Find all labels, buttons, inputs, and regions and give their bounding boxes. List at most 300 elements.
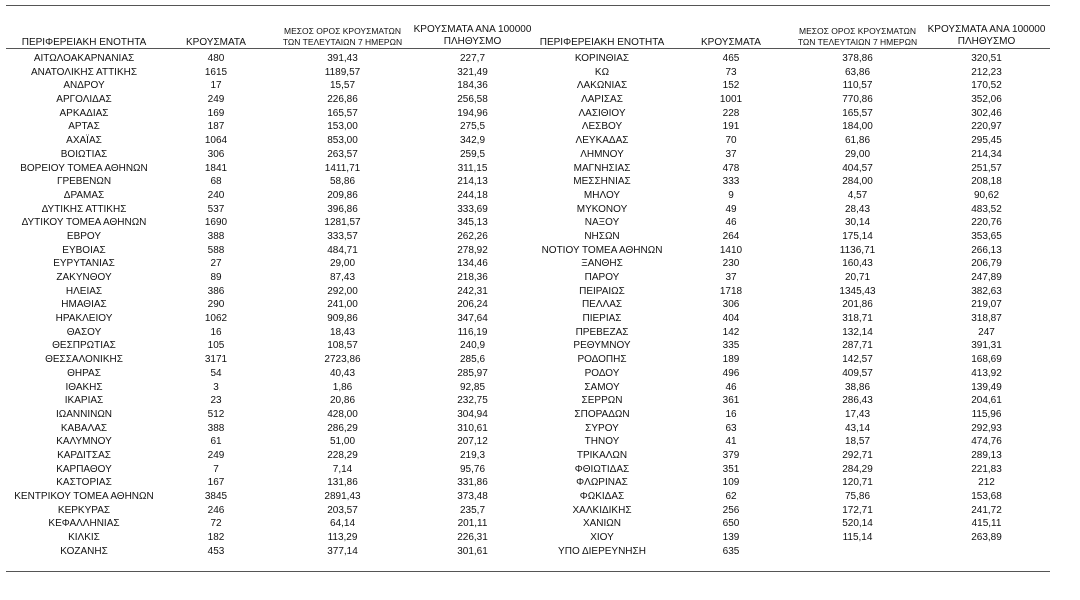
cell-cases-left: 3845 xyxy=(204,491,228,502)
cell-avg-left: 58,86 xyxy=(329,176,356,188)
cell-avg-right: 286,43 xyxy=(842,395,873,407)
cell-avg-right: 4,57 xyxy=(847,189,868,201)
cell-region-left: ΙΘΑΚΗΣ xyxy=(65,381,103,393)
cell-avg-right: 61,86 xyxy=(844,135,871,147)
cell-region-left: ΚΑΛΥΜΝΟΥ xyxy=(56,436,112,448)
table-bottom-rule xyxy=(6,571,1050,572)
cell-per100k-right: 289,13 xyxy=(971,449,1002,461)
cell-per100k-left: 345,13 xyxy=(457,217,488,229)
cell-region-left: ΖΑΚΥΝΘΟΥ xyxy=(56,272,112,283)
cell-avg-right: 160,43 xyxy=(842,258,873,270)
cell-per100k-right: 413,92 xyxy=(971,367,1002,379)
cell-avg-left: 18,43 xyxy=(329,326,356,338)
cell-avg-left: 1281,57 xyxy=(324,217,361,229)
cell-region-left: ΕΥΡΥΤΑΝΙΑΣ xyxy=(53,258,115,270)
cell-per100k-left: 285,97 xyxy=(457,367,488,379)
cell-cases-left: 3 xyxy=(213,381,219,393)
cell-per100k-right: 220,97 xyxy=(971,121,1002,133)
cell-per100k-right: 263,89 xyxy=(971,532,1002,544)
cell-cases-left: 1615 xyxy=(204,66,228,78)
cell-avg-left: 241,00 xyxy=(327,299,358,311)
table-row xyxy=(0,120,1080,134)
cell-avg-left: 1189,57 xyxy=(324,66,361,78)
cell-region-left: ΑΝΑΤΟΛΙΚΗΣ ΑΤΤΙΚΗΣ xyxy=(30,66,138,78)
cell-avg-left: 165,57 xyxy=(327,107,358,119)
cell-cases-right: 73 xyxy=(725,66,737,78)
cell-per100k-right: 241,72 xyxy=(971,504,1002,516)
cell-avg-right: 770,86 xyxy=(842,94,873,106)
cell-per100k-left: 201,11 xyxy=(457,518,488,530)
cell-avg-left: 226,86 xyxy=(327,94,358,106)
cell-cases-left: 1841 xyxy=(204,162,228,174)
cell-per100k-right: 352,06 xyxy=(971,94,1002,106)
cell-per100k-left: 333,69 xyxy=(457,203,488,215)
cell-cases-right: 46 xyxy=(725,381,737,393)
header-region-right: ΠΕΡΙΦΕΡΕΙΑΚΗ ΕΝΟΤΗΤΑ xyxy=(539,37,665,48)
cell-region-right: ΧΑΝΙΩΝ xyxy=(582,518,622,530)
cell-avg-right: 404,57 xyxy=(842,162,873,174)
table-row xyxy=(0,531,1080,545)
cell-avg-right: 63,86 xyxy=(844,66,871,78)
table-row xyxy=(0,367,1080,381)
cell-region-left: ΚΑΡΠΑΘΟΥ xyxy=(56,463,112,475)
cell-per100k-right: 474,76 xyxy=(971,436,1002,448)
cell-region-left: ΗΜΑΘΙΑΣ xyxy=(61,299,107,311)
cell-per100k-left: 373,48 xyxy=(457,491,488,502)
cell-avg-left: 1,86 xyxy=(332,381,353,393)
cell-per100k-left: 259,5 xyxy=(459,148,486,160)
table-row xyxy=(0,107,1080,121)
cell-cases-right: 16 xyxy=(725,408,737,420)
cell-cases-right: 478 xyxy=(722,162,740,174)
cell-avg-left: 108,57 xyxy=(327,340,358,352)
cell-avg-right: 292,71 xyxy=(842,449,873,461)
cell-region-left: ΚΑΡΔΙΤΣΑΣ xyxy=(57,449,111,461)
cell-region-right: ΠΙΕΡΙΑΣ xyxy=(582,313,622,325)
cell-avg-right: 409,57 xyxy=(842,367,873,379)
cell-region-right: ΦΩΚΙΔΑΣ xyxy=(579,491,625,502)
cell-avg-right: 184,00 xyxy=(842,121,873,133)
cell-region-left: ΚΙΛΚΙΣ xyxy=(68,532,100,544)
cell-region-left: ΚΟΖΑΝΗΣ xyxy=(60,545,108,557)
cell-per100k-left: 206,24 xyxy=(457,299,488,311)
cell-cases-right: 62 xyxy=(725,491,737,502)
cell-avg-right: 120,71 xyxy=(842,477,873,489)
cell-avg-right: 142,57 xyxy=(842,354,873,366)
cell-region-right: ΛΕΥΚΑΔΑΣ xyxy=(575,135,629,147)
cell-cases-right: 41 xyxy=(725,436,737,448)
cell-region-right: ΠΡΕΒΕΖΑΣ xyxy=(575,326,629,338)
header-per100k-right-line1: ΚΡΟΥΣΜΑΤΑ ΑΝΑ 100000 xyxy=(927,24,1046,35)
table-row xyxy=(0,189,1080,203)
cell-per100k-left: 347,64 xyxy=(457,313,488,325)
table-row xyxy=(0,326,1080,340)
cell-per100k-left: 256,58 xyxy=(457,94,488,106)
cell-avg-right: 132,14 xyxy=(842,326,873,338)
table-row xyxy=(0,230,1080,244)
cell-avg-left: 484,71 xyxy=(327,244,358,256)
cell-cases-right: 635 xyxy=(722,545,740,557)
cell-cases-left: 169 xyxy=(207,107,225,119)
table-row xyxy=(0,216,1080,230)
cell-region-right: ΧΙΟΥ xyxy=(590,532,614,544)
cell-per100k-left: 342,9 xyxy=(459,135,486,147)
cell-region-right: ΠΕΙΡΑΙΩΣ xyxy=(579,285,625,297)
cell-avg-left: 203,57 xyxy=(327,504,358,516)
cell-avg-left: 391,43 xyxy=(327,53,358,64)
cell-per100k-right: 318,87 xyxy=(971,313,1002,325)
cell-region-right: ΛΑΡΙΣΑΣ xyxy=(581,94,623,106)
cell-per100k-left: 242,31 xyxy=(457,285,488,297)
table-row xyxy=(0,79,1080,93)
cell-region-right: ΝΑΞΟΥ xyxy=(584,217,620,229)
cell-avg-left: 15,57 xyxy=(329,80,356,92)
cell-per100k-left: 275,5 xyxy=(459,121,486,133)
cell-avg-left: 1411,71 xyxy=(324,162,361,174)
cell-per100k-right: 153,68 xyxy=(971,491,1002,502)
table-row xyxy=(0,298,1080,312)
cell-per100k-left: 227,7 xyxy=(459,53,486,64)
cell-avg-left: 428,00 xyxy=(327,408,358,420)
cell-per100k-right: 221,83 xyxy=(971,463,1002,475)
cell-cases-left: 512 xyxy=(207,408,225,420)
cell-cases-left: 72 xyxy=(210,518,222,530)
cell-cases-right: 70 xyxy=(725,135,737,147)
cell-region-right: ΣΑΜΟΥ xyxy=(584,381,620,393)
cell-cases-right: 335 xyxy=(722,340,740,352)
table-row xyxy=(0,435,1080,449)
header-per100k-left-line1: ΚΡΟΥΣΜΑΤΑ ΑΝΑ 100000 xyxy=(413,24,532,35)
cell-region-left: ΗΛΕΙΑΣ xyxy=(65,285,103,297)
cell-region-right: ΤΡΙΚΑΛΩΝ xyxy=(576,449,628,461)
cell-region-left: ΙΩΑΝΝΙΝΩΝ xyxy=(55,408,113,420)
header-cases-left: ΚΡΟΥΣΜΑΤΑ xyxy=(186,37,246,48)
cell-cases-left: 537 xyxy=(207,203,225,215)
cell-avg-left: 51,00 xyxy=(329,436,356,448)
cell-per100k-right: 247,89 xyxy=(971,272,1002,283)
cell-region-right: ΛΑΚΩΝΙΑΣ xyxy=(576,80,628,92)
header-region-left: ΠΕΡΙΦΕΡΕΙΑΚΗ ΕΝΟΤΗΤΑ xyxy=(21,37,147,48)
cell-region-right: ΜΗΛΟΥ xyxy=(583,189,621,201)
cell-region-left: ΑΡΚΑΔΙΑΣ xyxy=(59,107,109,119)
cell-per100k-left: 184,36 xyxy=(457,80,488,92)
cell-cases-left: 27 xyxy=(210,258,222,270)
cell-avg-right: 28,43 xyxy=(844,203,871,215)
cell-cases-right: 351 xyxy=(722,463,740,475)
table-row xyxy=(0,175,1080,189)
cell-region-right: ΜΥΚΟΝΟΥ xyxy=(576,203,628,215)
cell-cases-left: 16 xyxy=(210,326,222,338)
table-row xyxy=(0,134,1080,148)
header-per100k-right-line2: ΠΛΗΘΥΣΜΟ xyxy=(957,36,1016,47)
cell-cases-left: 68 xyxy=(210,176,222,188)
cell-cases-left: 105 xyxy=(207,340,225,352)
cell-region-right: ΥΠΟ ΔΙΕΡΕΥΝΗΣΗ xyxy=(558,545,646,557)
cell-cases-right: 1410 xyxy=(719,244,743,256)
cell-region-right: ΤΗΝΟΥ xyxy=(584,436,620,448)
table-row xyxy=(0,93,1080,107)
cell-per100k-left: 240,9 xyxy=(459,340,486,352)
cell-cases-right: 189 xyxy=(722,354,740,366)
cell-avg-right: 43,14 xyxy=(844,422,871,434)
cell-cases-right: 306 xyxy=(722,299,740,311)
cell-per100k-left: 262,26 xyxy=(457,230,488,242)
table-row xyxy=(0,353,1080,367)
cell-per100k-right: 168,69 xyxy=(971,354,1002,366)
cell-region-right: ΣΥΡΟΥ xyxy=(585,422,619,434)
cell-avg-left: 396,86 xyxy=(327,203,358,215)
cell-avg-left: 20,86 xyxy=(329,395,356,407)
cell-avg-left: 87,43 xyxy=(329,272,356,283)
cell-cases-left: 23 xyxy=(210,395,222,407)
cell-per100k-left: 311,15 xyxy=(457,162,488,174)
header-avg-right-line1: ΜΕΣΟΣ ΟΡΟΣ ΚΡΟΥΣΜΑΤΩΝ xyxy=(799,26,916,36)
cell-per100k-right: 266,13 xyxy=(971,244,1002,256)
cell-cases-right: 139 xyxy=(722,532,740,544)
cell-cases-right: 1001 xyxy=(719,94,743,106)
cell-region-right: ΜΕΣΣΗΝΙΑΣ xyxy=(573,176,631,188)
table-row xyxy=(0,517,1080,531)
cell-per100k-left: 331,86 xyxy=(457,477,488,489)
cell-per100k-right: 320,51 xyxy=(971,53,1002,64)
cell-per100k-left: 301,61 xyxy=(457,545,488,557)
cell-cases-right: 37 xyxy=(725,148,737,160)
cell-region-right: ΠΑΡΟΥ xyxy=(584,272,620,283)
cell-avg-right: 520,14 xyxy=(842,518,873,530)
cell-avg-right: 75,86 xyxy=(844,491,871,502)
cell-region-left: ΑΡΓΟΛΙΔΑΣ xyxy=(56,94,112,106)
cell-region-right: ΛΑΣΙΘΙΟΥ xyxy=(578,107,626,119)
cell-per100k-left: 194,96 xyxy=(457,107,488,119)
cell-cases-left: 249 xyxy=(207,94,225,106)
table-row xyxy=(0,381,1080,395)
cell-cases-right: 379 xyxy=(722,449,740,461)
cell-per100k-left: 232,75 xyxy=(457,395,488,407)
cell-cases-right: 264 xyxy=(722,230,740,242)
cell-cases-left: 480 xyxy=(207,53,225,64)
cell-avg-left: 40,43 xyxy=(329,367,356,379)
cell-per100k-left: 235,7 xyxy=(459,504,486,516)
cell-avg-right: 287,71 xyxy=(842,340,873,352)
cell-avg-left: 113,29 xyxy=(327,532,358,544)
cell-region-right: ΝΟΤΙΟΥ ΤΟΜΕΑ ΑΘΗΝΩΝ xyxy=(541,244,663,256)
cell-region-left: ΚΑΣΤΟΡΙΑΣ xyxy=(56,477,112,489)
table-row xyxy=(0,463,1080,477)
cell-region-right: ΜΑΓΝΗΣΙΑΣ xyxy=(573,162,631,174)
table-row xyxy=(0,408,1080,422)
cell-avg-right: 175,14 xyxy=(842,230,873,242)
cell-avg-left: 377,14 xyxy=(327,545,358,557)
header-avg-left-line1: ΜΕΣΟΣ ΟΡΟΣ ΚΡΟΥΣΜΑΤΩΝ xyxy=(284,26,401,36)
cell-cases-right: 1718 xyxy=(719,285,743,297)
cell-region-left: ΓΡΕΒΕΝΩΝ xyxy=(56,176,112,188)
cell-cases-left: 386 xyxy=(207,285,225,297)
cell-per100k-left: 278,92 xyxy=(457,244,488,256)
cell-cases-right: 361 xyxy=(722,395,740,407)
header-per100k-left-line2: ΠΛΗΘΥΣΜΟ xyxy=(443,36,502,47)
cell-cases-right: 109 xyxy=(722,477,740,489)
cell-avg-left: 286,29 xyxy=(327,422,358,434)
table-row xyxy=(0,257,1080,271)
cell-region-left: ΔΥΤΙΚΗΣ ΑΤΤΙΚΗΣ xyxy=(41,203,127,215)
table-row xyxy=(0,339,1080,353)
cell-region-left: ΗΡΑΚΛΕΙΟΥ xyxy=(55,313,113,325)
cell-avg-right: 115,14 xyxy=(842,532,873,544)
cell-per100k-right: 483,52 xyxy=(971,203,1002,215)
cell-region-right: ΛΗΜΝΟΥ xyxy=(580,148,624,160)
cell-avg-left: 2891,43 xyxy=(324,491,361,502)
cell-per100k-right: 353,65 xyxy=(971,230,1002,242)
cell-avg-left: 209,86 xyxy=(327,189,358,201)
cell-region-right: ΚΩ xyxy=(594,66,610,78)
cell-avg-right: 284,00 xyxy=(842,176,873,188)
table-row xyxy=(0,312,1080,326)
cell-per100k-right: 220,76 xyxy=(971,217,1002,229)
cell-per100k-right: 212 xyxy=(978,477,995,489)
cell-avg-right: 172,71 xyxy=(842,504,873,516)
cell-avg-left: 131,86 xyxy=(327,477,358,489)
cell-region-left: ΑΧΑΪΑΣ xyxy=(66,135,102,147)
table-row xyxy=(0,394,1080,408)
table-row xyxy=(0,52,1080,66)
cell-per100k-right: 204,61 xyxy=(971,395,1002,407)
cell-cases-left: 182 xyxy=(207,532,225,544)
table-row xyxy=(0,66,1080,80)
table-top-rule xyxy=(6,5,1050,6)
cell-avg-right: 30,14 xyxy=(844,217,871,229)
cell-avg-right: 18,57 xyxy=(844,436,871,448)
cell-region-left: ΕΥΒΟΙΑΣ xyxy=(62,244,106,256)
cell-region-left: ΚΑΒΑΛΑΣ xyxy=(60,422,108,434)
header-bottom-rule xyxy=(6,48,1050,49)
cell-per100k-left: 285,6 xyxy=(459,354,486,366)
cell-region-right: ΡΟΔΟΠΗΣ xyxy=(577,354,627,366)
cell-per100k-left: 321,49 xyxy=(457,66,488,78)
cell-region-left: ΕΒΡΟΥ xyxy=(66,230,102,242)
cell-region-left: ΑΙΤΩΛΟΑΚΑΡΝΑΝΙΑΣ xyxy=(33,53,135,64)
cell-cases-left: 54 xyxy=(210,367,222,379)
cell-avg-left: 2723,86 xyxy=(324,354,361,366)
cell-per100k-right: 214,34 xyxy=(971,148,1002,160)
cell-region-left: ΘΕΣΣΑΛΟΝΙΚΗΣ xyxy=(45,354,123,366)
cell-avg-left: 333,57 xyxy=(327,230,358,242)
cell-region-left: ΔΡΑΜΑΣ xyxy=(63,189,105,201)
cell-cases-right: 142 xyxy=(722,326,740,338)
cell-region-left: ΘΑΣΟΥ xyxy=(66,326,102,338)
cell-region-left: ΒΟΡΕΙΟΥ ΤΟΜΕΑ ΑΘΗΝΩΝ xyxy=(20,162,148,174)
cell-per100k-left: 244,18 xyxy=(457,189,488,201)
cell-cases-right: 152 xyxy=(722,80,740,92)
cell-per100k-left: 219,3 xyxy=(459,449,486,461)
data-table-body xyxy=(0,52,1080,558)
cell-avg-right: 284,29 xyxy=(842,463,873,475)
cell-region-left: ΘΗΡΑΣ xyxy=(67,367,101,379)
cell-per100k-left: 310,61 xyxy=(457,422,488,434)
cell-per100k-left: 226,31 xyxy=(457,532,488,544)
cell-cases-left: 249 xyxy=(207,449,225,461)
cell-region-right: ΦΘΙΩΤΙΔΑΣ xyxy=(574,463,630,475)
cell-region-left: ΑΝΔΡΟΥ xyxy=(63,80,105,92)
cell-cases-right: 404 xyxy=(722,313,740,325)
cell-region-left: ΙΚΑΡΙΑΣ xyxy=(64,395,104,407)
cell-region-right: ΛΕΣΒΟΥ xyxy=(581,121,623,133)
cell-cases-left: 453 xyxy=(207,545,225,557)
cell-cases-left: 388 xyxy=(207,422,225,434)
table-row xyxy=(0,203,1080,217)
cell-region-right: ΣΠΟΡΑΔΩΝ xyxy=(574,408,630,420)
cell-cases-left: 388 xyxy=(207,230,225,242)
cell-per100k-right: 139,49 xyxy=(971,381,1002,393)
cell-cases-left: 240 xyxy=(207,189,225,201)
cell-cases-right: 37 xyxy=(725,272,737,283)
cell-avg-left: 7,14 xyxy=(332,463,353,475)
cell-per100k-right: 302,46 xyxy=(971,107,1002,119)
cell-cases-right: 49 xyxy=(725,203,737,215)
cell-per100k-right: 292,93 xyxy=(971,422,1002,434)
cell-per100k-left: 134,46 xyxy=(457,258,488,270)
cell-avg-right: 1136,71 xyxy=(839,244,876,256)
cell-region-right: ΞΑΝΘΗΣ xyxy=(581,258,623,270)
cell-avg-right: 378,86 xyxy=(842,53,873,64)
header-avg-left-line2: ΤΩΝ ΤΕΛΕΥΤΑΙΩΝ 7 ΗΜΕΡΩΝ xyxy=(282,37,403,47)
cell-region-left: ΔΥΤΙΚΟΥ ΤΟΜΕΑ ΑΘΗΝΩΝ xyxy=(21,217,147,229)
cell-per100k-right: 90,62 xyxy=(973,189,1000,201)
cell-cases-left: 290 xyxy=(207,299,225,311)
cell-region-right: ΝΗΣΩΝ xyxy=(584,230,620,242)
cell-cases-left: 187 xyxy=(207,121,225,133)
cell-per100k-left: 214,13 xyxy=(457,176,488,188)
cell-avg-left: 292,00 xyxy=(327,285,358,297)
table-row xyxy=(0,490,1080,504)
cell-avg-right: 165,57 xyxy=(842,107,873,119)
cell-region-right: ΡΟΔΟΥ xyxy=(584,367,620,379)
cell-region-left: ΑΡΤΑΣ xyxy=(68,121,100,133)
table-row xyxy=(0,244,1080,258)
cell-per100k-left: 92,85 xyxy=(459,381,486,393)
cell-avg-right: 1345,43 xyxy=(839,285,876,297)
table-row xyxy=(0,271,1080,285)
cell-per100k-right: 391,31 xyxy=(971,340,1002,352)
cell-cases-left: 61 xyxy=(210,436,222,448)
cell-cases-right: 228 xyxy=(722,107,740,119)
cell-region-left: ΚΕΦΑΛΛΗΝΙΑΣ xyxy=(48,518,120,530)
cell-avg-left: 228,29 xyxy=(327,449,358,461)
table-row xyxy=(0,545,1080,559)
cell-avg-left: 853,00 xyxy=(327,135,358,147)
cell-avg-left: 909,86 xyxy=(327,313,358,325)
cell-per100k-left: 95,76 xyxy=(459,463,486,475)
table-row xyxy=(0,422,1080,436)
cell-region-left: ΚΕΡΚΥΡΑΣ xyxy=(57,504,111,516)
table-row xyxy=(0,504,1080,518)
header-cases-right: ΚΡΟΥΣΜΑΤΑ xyxy=(701,37,761,48)
cell-avg-right: 29,00 xyxy=(844,148,871,160)
cell-per100k-left: 218,36 xyxy=(457,272,488,283)
cell-cases-left: 17 xyxy=(210,80,222,92)
cell-region-right: ΧΑΛΚΙΔΙΚΗΣ xyxy=(572,504,632,516)
cell-region-right: ΠΕΛΛΑΣ xyxy=(581,299,623,311)
cell-region-right: ΦΛΩΡΙΝΑΣ xyxy=(576,477,628,489)
cell-per100k-right: 251,57 xyxy=(971,162,1002,174)
cell-per100k-left: 116,19 xyxy=(457,326,488,338)
cell-region-right: ΡΕΘΥΜΝΟΥ xyxy=(573,340,631,352)
header-avg-right-line2: ΤΩΝ ΤΕΛΕΥΤΑΙΩΝ 7 ΗΜΕΡΩΝ xyxy=(797,37,918,47)
cell-per100k-right: 206,79 xyxy=(971,258,1002,270)
cell-per100k-right: 295,45 xyxy=(971,135,1002,147)
cell-per100k-right: 247 xyxy=(978,326,995,338)
table-row xyxy=(0,162,1080,176)
cell-avg-left: 64,14 xyxy=(329,518,356,530)
